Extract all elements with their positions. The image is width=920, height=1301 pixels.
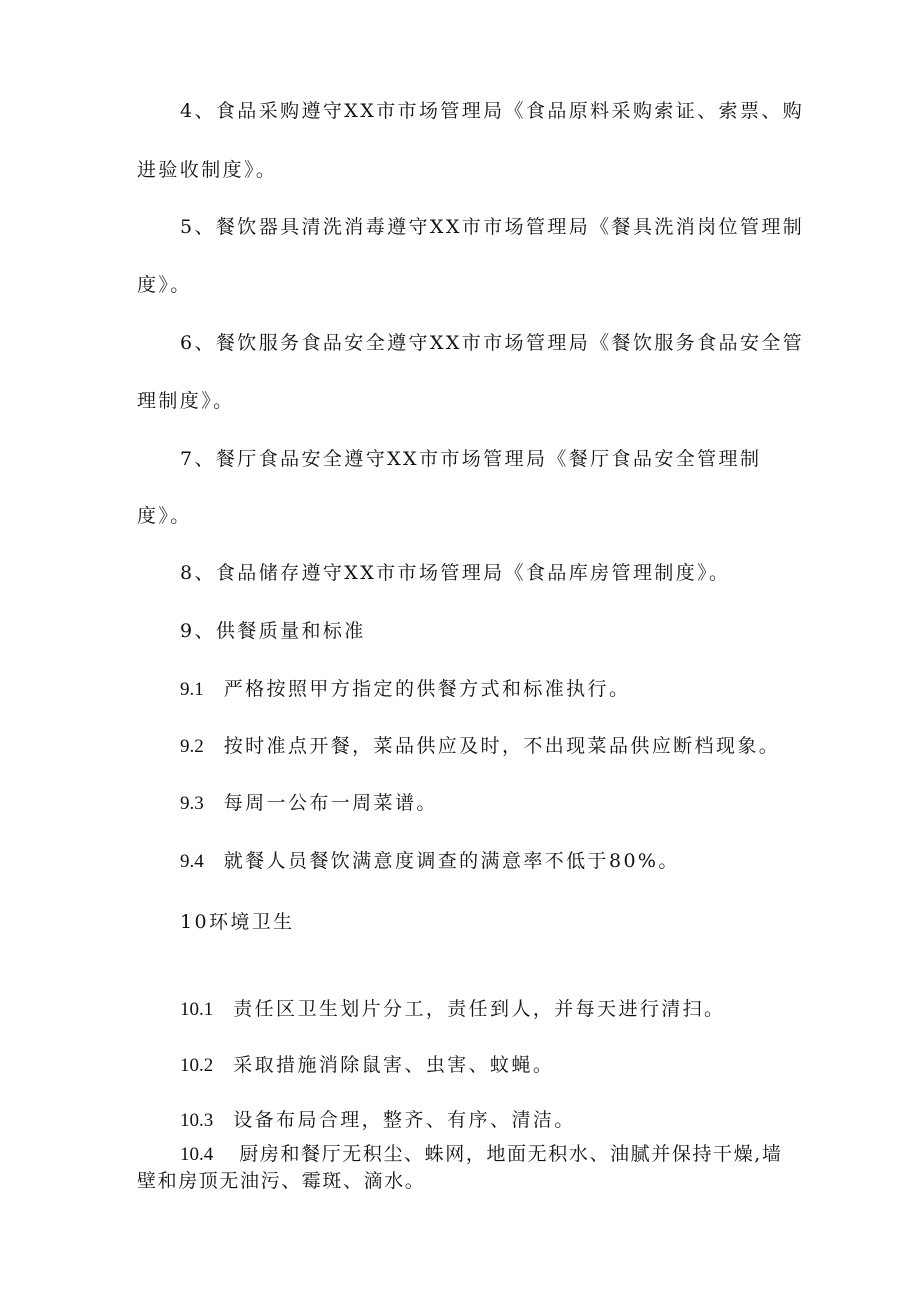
paragraph-5-line-2: 度》。: [137, 274, 192, 296]
paragraph-7-line-1: 7、餐厅食品安全遵守XX市市场管理局《餐厅食品安全管理制: [180, 448, 762, 470]
item-text: 设备布局合理，整齐、有序、清洁。: [233, 1109, 576, 1131]
paragraph-8: 8、食品储存遵守XX市市场管理局《食品库房管理制度》。: [180, 562, 731, 584]
paragraph-4-line-1: 4、食品采购遵守XX市市场管理局《食品原料采购索证、索票、购: [180, 100, 805, 122]
paragraph-5-line-1: 5、餐饮器具清洗消毒遵守XX市市场管理局《餐具洗消岗位管理制: [180, 216, 805, 238]
item-number: 10.4: [180, 1144, 214, 1165]
item-number: 9.1: [180, 679, 204, 700]
item-text: 责任区卫生划片分工，责任到人，并每天进行清扫。: [233, 998, 726, 1020]
list-item-9-4: [180, 849, 680, 874]
list-item-10-4-line-1: [180, 1142, 783, 1167]
item-number: 9.4: [180, 851, 204, 872]
list-item-10-3: [180, 1108, 576, 1133]
item-text: 采取措施消除鼠害、虫害、蚊蝇。: [233, 1054, 555, 1076]
list-item-10-1: [180, 997, 725, 1022]
section-10-heading: 10环境卫生: [180, 911, 295, 933]
item-number: 10.1: [180, 999, 214, 1020]
paragraph-6-line-1: 6、餐饮服务食品安全遵守XX市市场管理局《餐饮服务食品安全管: [180, 332, 805, 354]
list-item-9-3: [180, 791, 438, 816]
paragraph-7-line-2: 度》。: [137, 505, 192, 527]
item-text: 厨房和餐厅无积尘、蛛网，地面无积水、油腻并保持干燥,墙: [239, 1143, 783, 1165]
list-item-10-4-line-2: 壁和房顶无油污、霉斑、滴水。: [137, 1170, 426, 1192]
item-number: 9.2: [180, 736, 204, 757]
paragraph-9-heading: 9、供餐质量和标准: [180, 620, 366, 642]
paragraph-6-line-2: 理制度》。: [137, 390, 235, 412]
item-number: 9.3: [180, 793, 204, 814]
list-item-9-1: [180, 677, 630, 702]
list-item-10-2: [180, 1053, 554, 1078]
paragraph-4-line-2: 进验收制度》。: [137, 159, 278, 181]
item-text: 就餐人员餐饮满意度调查的满意率不低于80%。: [223, 850, 680, 872]
item-number: 10.3: [180, 1110, 214, 1131]
item-text: 严格按照甲方指定的供餐方式和标准执行。: [223, 678, 631, 700]
item-text: 按时准点开餐，菜品供应及时，不出现菜品供应断档现象。: [223, 735, 781, 757]
list-item-9-2: [180, 734, 780, 759]
item-number: 10.2: [180, 1055, 214, 1076]
item-text: 每周一公布一周菜谱。: [223, 792, 438, 814]
